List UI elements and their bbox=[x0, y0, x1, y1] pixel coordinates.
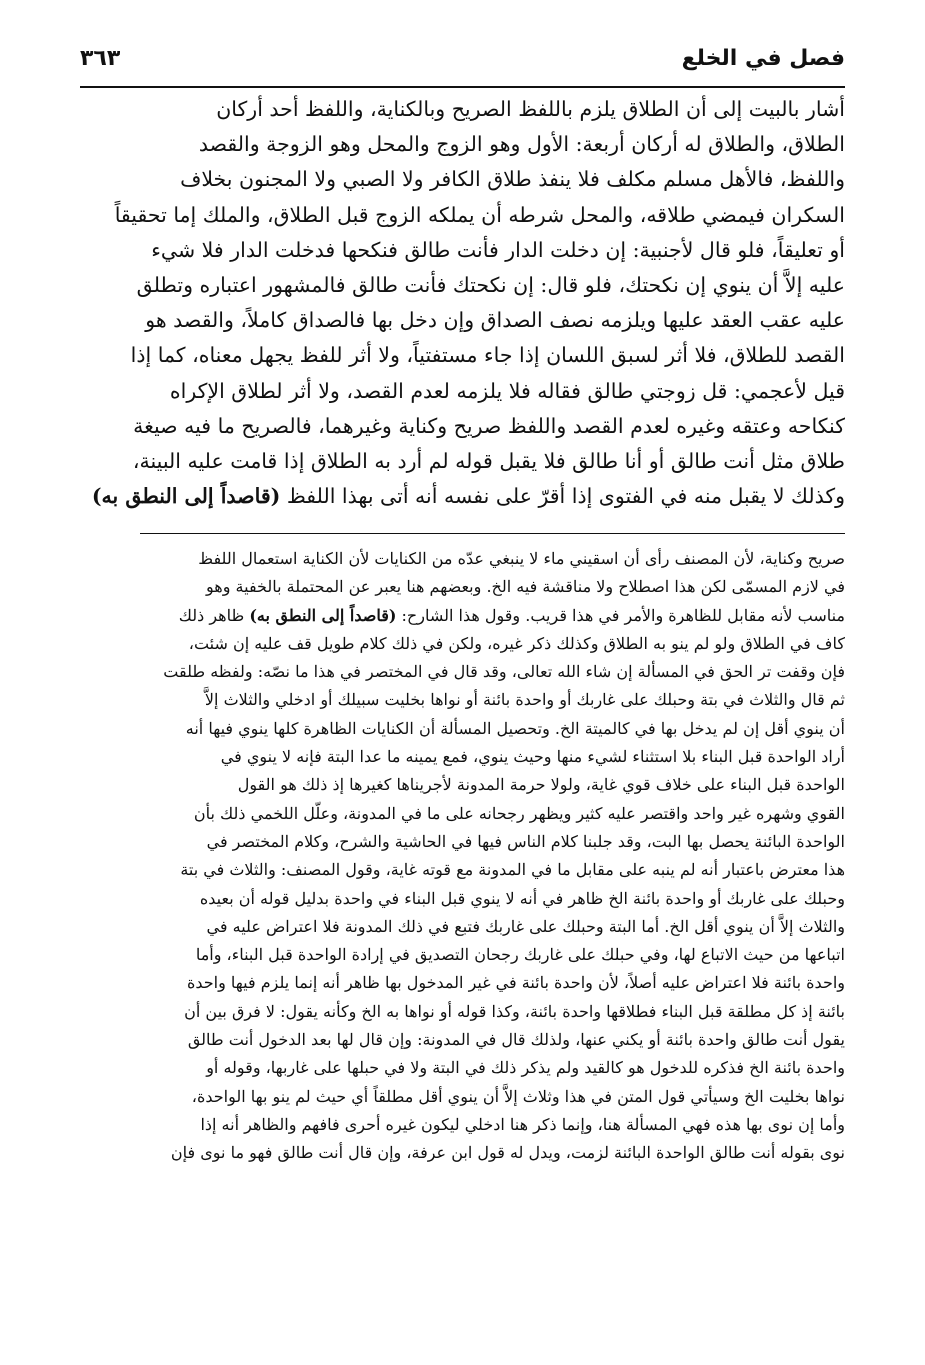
main-text-line: الطلاق، والطلاق له أركان أربعة: الأول وهو الزوج والمحل وهو الزوجة والقصد bbox=[198, 132, 845, 157]
main-text-last-line bbox=[80, 479, 845, 514]
commentary-line: اتباعها من حيث الاتباع لها، وفي حبلك على غاربك رجحان التصديق في إرادة الواحدة قبل البناء، وأما bbox=[195, 945, 845, 965]
commentary-line: نواها بخليت الخ وسيأتي قول المتن في هذا وثلاث إلاَّ أن ينوي أقل مطلقاً أي حيث لم ينو بها الواحدة، bbox=[191, 1086, 845, 1106]
main-text-line: القصد للطلاق، فلا أثر لسبق اللسان إذا جاء مستفتياً، ولا أثر للفظ يجهل معناه، كما إذا bbox=[130, 343, 845, 368]
commentary-quote: (قاصداً إلى النطق به) bbox=[249, 605, 397, 625]
commentary-line: صريح وكناية، لأن المصنف رأى أن اسقيني ماء لا ينبغي عدّه من الكنايات لأن الكناية استعمال اللفظ bbox=[198, 549, 845, 568]
commentary-line: في لازم المسمّى لكن هذا اصطلاح ولا مناقشة فيه الخ. وبعضهم هنا يعبر عن المحتملة بالخفية وهو bbox=[206, 577, 845, 597]
main-text-line: كنكاحه وعتقه وغيره لعدم القصد واللفظ صريح وكناية وغيرهما، فالصريح ما فيه صيغة bbox=[133, 413, 845, 438]
chapter-title: فصل في الخلع bbox=[681, 46, 845, 71]
commentary-line: أراد الواحدة قبل البناء بلا استثناء لشيء منها وحيث ينوي، فمع يمينه ما عدا البتة فإنه لا ينوي في bbox=[220, 747, 845, 767]
commentary-line: القوي وشهره غير واحد واقتصر عليه كثير ويظهر رجحانه على ما في المدونة، وعلّل اللخمي ذلك بأن bbox=[193, 803, 845, 823]
commentary-line: الواحدة البائنة يحصل بها البت، وقد جلبنا كلام الناس فيها في الحاشية والشرح، وكلام المختصر في bbox=[206, 831, 845, 851]
page-number: ٣٦٣ bbox=[80, 46, 121, 71]
commentary-plain: ظاهر ذلك bbox=[178, 605, 245, 625]
commentary-line: وحبلك على غاربك أو واحدة بائنة الخ ظاهر في أنه لا ينوي قبل البناء في واحدة بدليل قوله أن بعيده bbox=[199, 888, 845, 908]
commentary-line: وأما إن نوى بها هذه فهي المسألة هنا، وإنما ذكر هنا ادخلي ليكون غيره أحرى فافهم والظاهر أنه إذا bbox=[200, 1114, 845, 1134]
main-text-line: أشار بالبيت إلى أن الطلاق يلزم باللفظ الصريح وبالكناية، واللفظ أحد أركان bbox=[216, 97, 845, 121]
commentary-line: يقول أنت طالق واحدة بائنة أو يكني عنها، ولذلك قال في المدونة: وإن قال لها بعد الدخول أنت طالق bbox=[187, 1030, 845, 1050]
commentary-line: بائنة إذ كل مطلقة قبل البناء فطلاقها واحدة بائنة، وكذا قوله أو نواها به الخ وكأنه يقول: لا فرق بين أن bbox=[184, 1001, 845, 1021]
commentary-text bbox=[80, 545, 845, 1168]
section-divider bbox=[140, 533, 845, 534]
commentary-line: فإن وقفت تر الحق في المسألة إن شاء الله تعالى، وقد قال في المختصر في هذا ما نصّه: ولفظه طلقت bbox=[163, 662, 845, 682]
main-text-line: قيل لأعجمي: قل زوجتي طالق فقاله فلا يلزمه لعدم القصد، ولا أثر لطلاق الإكراه bbox=[169, 378, 845, 403]
commentary-line: أن ينوي أقل إن لم يدخل بها في كالميتة الخ. وتحصيل المسألة أن الكنايات الظاهرة كلها ينوي فيها أنه bbox=[185, 718, 845, 738]
main-text-line: واللفظ، فالأهل مسلم مكلف فلا ينفذ طلاق الكافر ولا الصبي ولا المجنون بخلاف bbox=[180, 167, 845, 192]
commentary-line: ثم قال والثلاث في بتة وحبلك على غاربك أو واحدة بائنة أو نواها بخليت سبيلك أو ادخلي والثلاث إلاَّ bbox=[204, 690, 845, 710]
page-header bbox=[80, 40, 845, 88]
main-text bbox=[80, 92, 845, 514]
commentary-line: والثلاث إلاَّ أن ينوي أقل الخ. أما البتة وحبلك على غاربك فتبع في ذلك المدونة فلا اعتراض عليه في bbox=[206, 916, 845, 936]
commentary-line: الواحدة قبل البناء على خلاف قوي غاية، ولولا حرمة المدونة لأجريناها كغيرها إذ ذلك هو القول bbox=[237, 775, 845, 795]
main-text-line: طلاق مثل أنت طالق أو أنا طالق فلا يقبل قوله لم أرد به الطلاق إذا قامت عليه البينة، bbox=[132, 448, 845, 473]
commentary-plain: مناسب لأنه مقابل للظاهرة والأمر في هذا قريب. وقول هذا الشارح: bbox=[401, 605, 845, 625]
main-text-line: السكران فيمضي طلاقه، والمحل شرطه أن يملكه الزوج قبل الطلاق، والملك إما تحقيقاً bbox=[114, 202, 845, 227]
main-text-line: أو تعليقاً، فلو قال لأجنبية: إن دخلت الدار فأنت طالق فنكحها فدخلت الدار فلا شيء bbox=[151, 237, 845, 262]
commentary-line: هذا معترض باعتبار أنه لم ينبه على مقابل ما في المدونة مع قوته غاية، وقول المصنف: والثلاث في بتة bbox=[180, 860, 845, 880]
main-text-last-plain: وكذلك لا يقبل منه في الفتوى إذا أقرّ على نفسه أنه أتى بهذا اللفظ bbox=[286, 484, 845, 509]
main-text-line: عليه عقب العقد عليها ويلزمه نصف الصداق وإن دخل بها فالصداق كاملاً، والقصد هو bbox=[145, 308, 845, 333]
main-text-line: عليه إلاَّ أن ينوي إن نكحتك، فلو قال: إن نكحتك فأنت طالق فالمشهور اعتباره وتطلق bbox=[136, 272, 845, 297]
commentary-line: نوى بقوله أنت طالق الواحدة البائنة لزمت، ويدل له قول ابن عرفة، وإن قال أنت طالق فهو ما نوى فإن bbox=[170, 1143, 845, 1163]
commentary-line: واحدة بائنة فلا اعتراض عليه أصلاً، لأن واحدة بائنة في غير المدخول بها ظاهر أنه إنما يلزم فيها واحدة bbox=[187, 973, 845, 993]
main-text-highlight: (قاصداً إلى النطق به) bbox=[91, 484, 281, 509]
commentary-line: كاف في الطلاق ولو لم ينو به الطلاق وكذلك ذكر غيره، ولكن في ذلك كلام طويل قف عليه إن شئت، bbox=[188, 633, 845, 653]
commentary-line: واحدة بائنة الخ فذكره للدخول هو كالقيد ولم يذكر ذلك في البتة ولا في حبلها على غاربها، وقوله أو bbox=[206, 1058, 845, 1078]
commentary-line-quote bbox=[80, 602, 845, 630]
